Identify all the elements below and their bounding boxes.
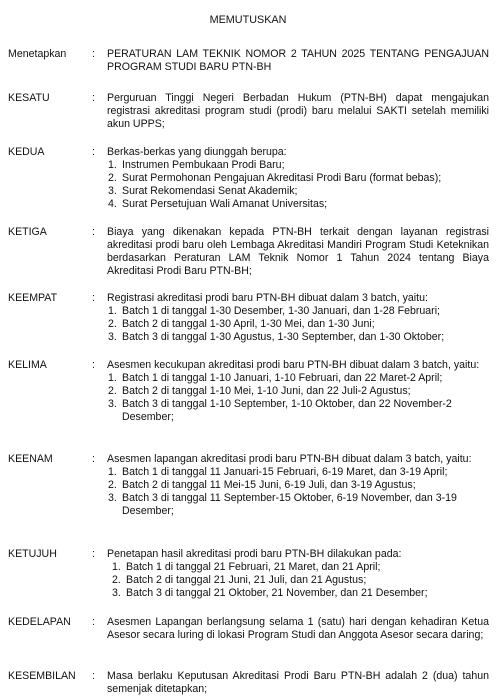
list-item: 2. Batch 2 di tanggal 21 Juni, 21 Juli, dan 21 Agustus; — [112, 574, 367, 586]
colon: : — [92, 92, 95, 104]
list-item-text: Batch 2 di tanggal 1-30 April, 1-30 Mei, dan 1-30 Juni; — [122, 318, 375, 330]
list-item-text: Batch 2 di tanggal 11 Mei-15 Juni, 6-19 Juli, dan 3-19 Agustus; — [122, 479, 416, 491]
list-item: 2. Surat Permohonan Pengajuan Akreditasi Prodi Baru (format bebas); — [108, 172, 442, 184]
colon: : — [92, 359, 95, 371]
colon: : — [92, 48, 95, 60]
colon: : — [92, 548, 95, 560]
list-item-text: Batch 3 di tanggal 1-30 Agustus, 1-30 September, dan 1-30 Oktober; — [122, 331, 445, 343]
section-label: KETUJUH — [8, 548, 57, 560]
list-item: 2. Batch 2 di tanggal 11 Mei-15 Juni, 6-19 Juli, dan 3-19 Agustus; — [108, 479, 416, 491]
section-text: Penetapan hasil akreditasi prodi baru PTN-BH dilakukan pada: — [107, 548, 402, 560]
section-label: KELIMA — [8, 359, 47, 371]
section-label: KEDELAPAN — [8, 616, 71, 628]
colon: : — [92, 226, 95, 238]
document-title: MEMUTUSKAN — [209, 14, 287, 26]
list-item: 1. Instrumen Pembukaan Prodi Baru; — [108, 159, 285, 171]
list-item: 3. Batch 3 di tanggal 11 September-15 Oktober, 6-19 November, dan 3-19 Desember; — [108, 492, 457, 517]
list-item-text: Batch 2 di tanggal 21 Juni, 21 Juli, dan 21 Agustus; — [126, 574, 367, 586]
list-item-text: Surat Permohonan Pengajuan Akreditasi Prodi Baru (format bebas); — [122, 172, 442, 184]
list-item: 1. Batch 1 di tanggal 1-30 Desember, 1-30 Januari, dan 1-28 Februari; — [108, 305, 441, 317]
section-label: KESATU — [8, 92, 50, 104]
colon: : — [92, 670, 95, 682]
section-label: KEDUA — [8, 146, 45, 158]
section-text: Biaya yang dikenakan kepada PTN-BH terkait dengan layanan registrasi akreditasi prodi baru oleh Lembaga Akreditasi Mandiri Program Studi Keteknikan berdasarkan Peraturan LAM Teknik Nomor 1 Tahun 2024 tentang Biaya Akreditasi Prodi Baru PTN-BH; — [107, 226, 489, 277]
section-label: Menetapkan — [8, 48, 67, 60]
list-item: 3. Batch 3 di tanggal 1-30 Agustus, 1-30 September, dan 1-30 Oktober; — [108, 331, 445, 343]
section-label: KETIGA — [8, 226, 47, 238]
section-text: Asesmen lapangan akreditasi prodi baru PTN-BH dibuat dalam 3 batch, yaitu: — [107, 453, 472, 465]
colon: : — [92, 292, 95, 304]
section-text: Asesmen kecukupan akreditasi prodi baru PTN-BH dibuat dalam 3 batch, yaitu: — [107, 359, 480, 371]
section-label: KEEMPAT — [8, 292, 58, 304]
list-item-text: Batch 2 di tanggal 1-10 Mei, 1-10 Juni, dan 22 Juli-2 Agustus; — [122, 385, 411, 397]
list-item: 3. Batch 3 di tanggal 21 Oktober, 21 November, dan 21 Desember; — [112, 587, 428, 599]
section-text: Perguruan Tinggi Negeri Berbadan Hukum (PTN-BH) dapat mengajukan registrasi akreditasi program studi (prodi) baru melalui SAKTI setelah memiliki akun UPPS; — [107, 92, 489, 130]
colon: : — [92, 146, 95, 158]
list-item-text: Instrumen Pembukaan Prodi Baru; — [122, 159, 285, 171]
list-item: 1. Batch 1 di tanggal 21 Februari, 21 Maret, dan 21 April; — [112, 561, 381, 573]
list-item: 2. Batch 2 di tanggal 1-10 Mei, 1-10 Juni, dan 22 Juli-2 Agustus; — [108, 385, 411, 397]
list-item: 3. Batch 3 di tanggal 1-10 September, 1-10 Oktober, dan 22 November-2 Desember; — [108, 398, 452, 423]
list-item: 1. Batch 1 di tanggal 11 Januari-15 Februari, 6-19 Maret, dan 3-19 April; — [108, 466, 448, 478]
list-item-text: Batch 1 di tanggal 11 Januari-15 Februari, 6-19 Maret, dan 3-19 April; — [122, 466, 448, 478]
section-text: Registrasi akreditasi prodi baru PTN-BH dibuat dalam 3 batch, yaitu: — [107, 292, 428, 304]
section-label: KEENAM — [8, 453, 53, 465]
colon: : — [92, 453, 95, 465]
section-text: Masa berlaku Keputusan Akreditasi Prodi Baru PTN-BH adalah 2 (dua) tahun semenjak ditetapkan; — [107, 670, 489, 695]
list-item: 3. Surat Rekomendasi Senat Akademik; — [108, 185, 298, 197]
colon: : — [92, 616, 95, 628]
list-item-text: Batch 1 di tanggal 1-10 Januari, 1-10 Februari, dan 22 Maret-2 April; — [122, 372, 443, 384]
list-item-text: Batch 3 di tanggal 1-10 September, 1-10 Oktober, dan 22 November-2 Desember; — [122, 398, 452, 423]
section-text: PERATURAN LAM TEKNIK NOMOR 2 TAHUN 2025 TENTANG PENGAJUAN PROGRAM STUDI BARU PTN-BH — [107, 48, 489, 73]
list-item: 1. Batch 1 di tanggal 1-10 Januari, 1-10 Februari, dan 22 Maret-2 April; — [108, 372, 443, 384]
list-item-text: Batch 3 di tanggal 11 September-15 Oktober, 6-19 November, dan 3-19 Desember; — [122, 492, 457, 517]
section-text: Berkas-berkas yang diunggah berupa: — [107, 146, 287, 158]
list-item: 4. Surat Persetujuan Wali Amanat Universitas; — [108, 198, 328, 210]
list-item-text: Surat Persetujuan Wali Amanat Universitas; — [122, 198, 328, 210]
list-item-text: Batch 1 di tanggal 1-30 Desember, 1-30 Januari, dan 1-28 Februari; — [122, 305, 441, 317]
list-item: 2. Batch 2 di tanggal 1-30 April, 1-30 Mei, dan 1-30 Juni; — [108, 318, 375, 330]
list-item-text: Surat Rekomendasi Senat Akademik; — [122, 185, 298, 197]
section-text: Asesmen Lapangan berlangsung selama 1 (satu) hari dengan kehadiran Ketua Asesor secara luring di lokasi Program Studi dan Anggota Asesor secara daring; — [107, 616, 489, 641]
list-item-text: Batch 1 di tanggal 21 Februari, 21 Maret, dan 21 April; — [126, 561, 381, 573]
section-label: KESEMBILAN — [8, 670, 76, 682]
list-item-text: Batch 3 di tanggal 21 Oktober, 21 November, dan 21 Desember; — [126, 587, 428, 599]
